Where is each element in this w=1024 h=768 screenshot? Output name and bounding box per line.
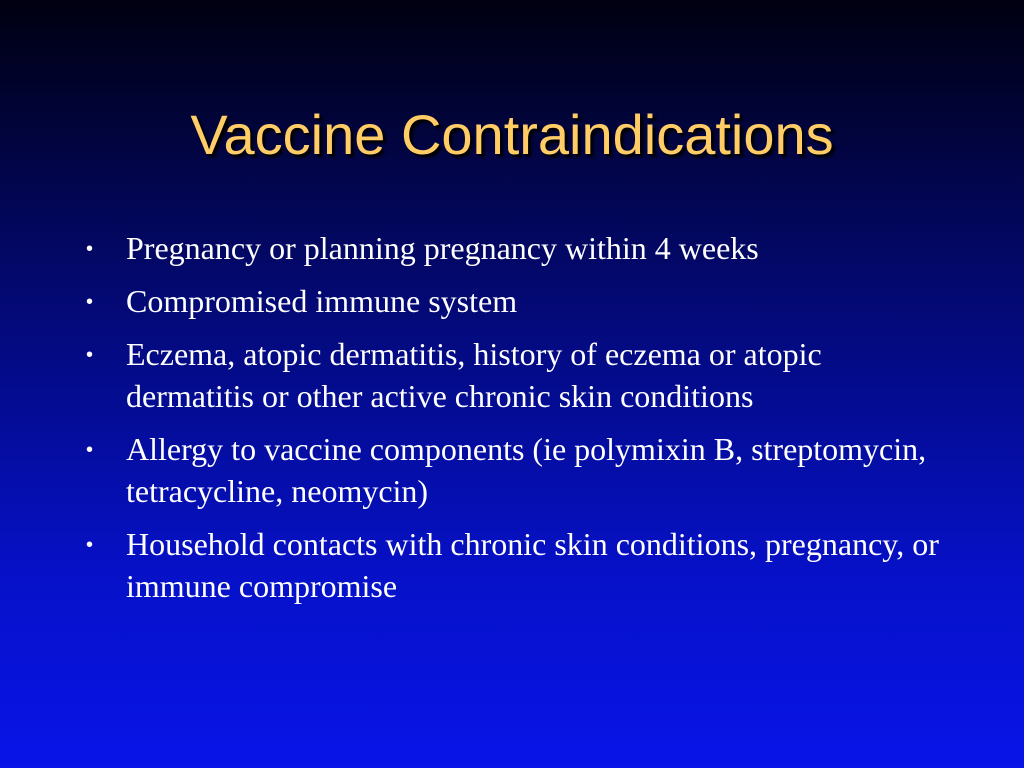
bullet-text: Eczema, atopic dermatitis, history of eczema or atopic dermatitis or other active chronic skin conditions xyxy=(126,336,822,414)
bullet-text: Pregnancy or planning pregnancy within 4 weeks xyxy=(126,230,759,266)
bullet-list xyxy=(86,227,946,618)
bullet-item xyxy=(86,428,946,512)
bullet-icon: • xyxy=(86,291,94,313)
bullet-text: Compromised immune system xyxy=(126,283,518,319)
bullet-item xyxy=(86,523,946,607)
bullet-icon: • xyxy=(86,344,94,366)
bullet-text: Allergy to vaccine components (ie polymixin B, streptomycin, tetracycline, neomycin) xyxy=(126,431,927,509)
bullet-item xyxy=(86,333,946,417)
bullet-icon: • xyxy=(86,238,94,260)
bullet-icon: • xyxy=(86,534,94,556)
bullet-icon: • xyxy=(86,439,94,461)
bullet-text: Household contacts with chronic skin conditions, pregnancy, or immune compromise xyxy=(126,526,939,604)
bullet-item xyxy=(86,280,946,322)
bullet-item xyxy=(86,227,946,269)
slide-title: Vaccine Contraindications xyxy=(190,103,834,166)
